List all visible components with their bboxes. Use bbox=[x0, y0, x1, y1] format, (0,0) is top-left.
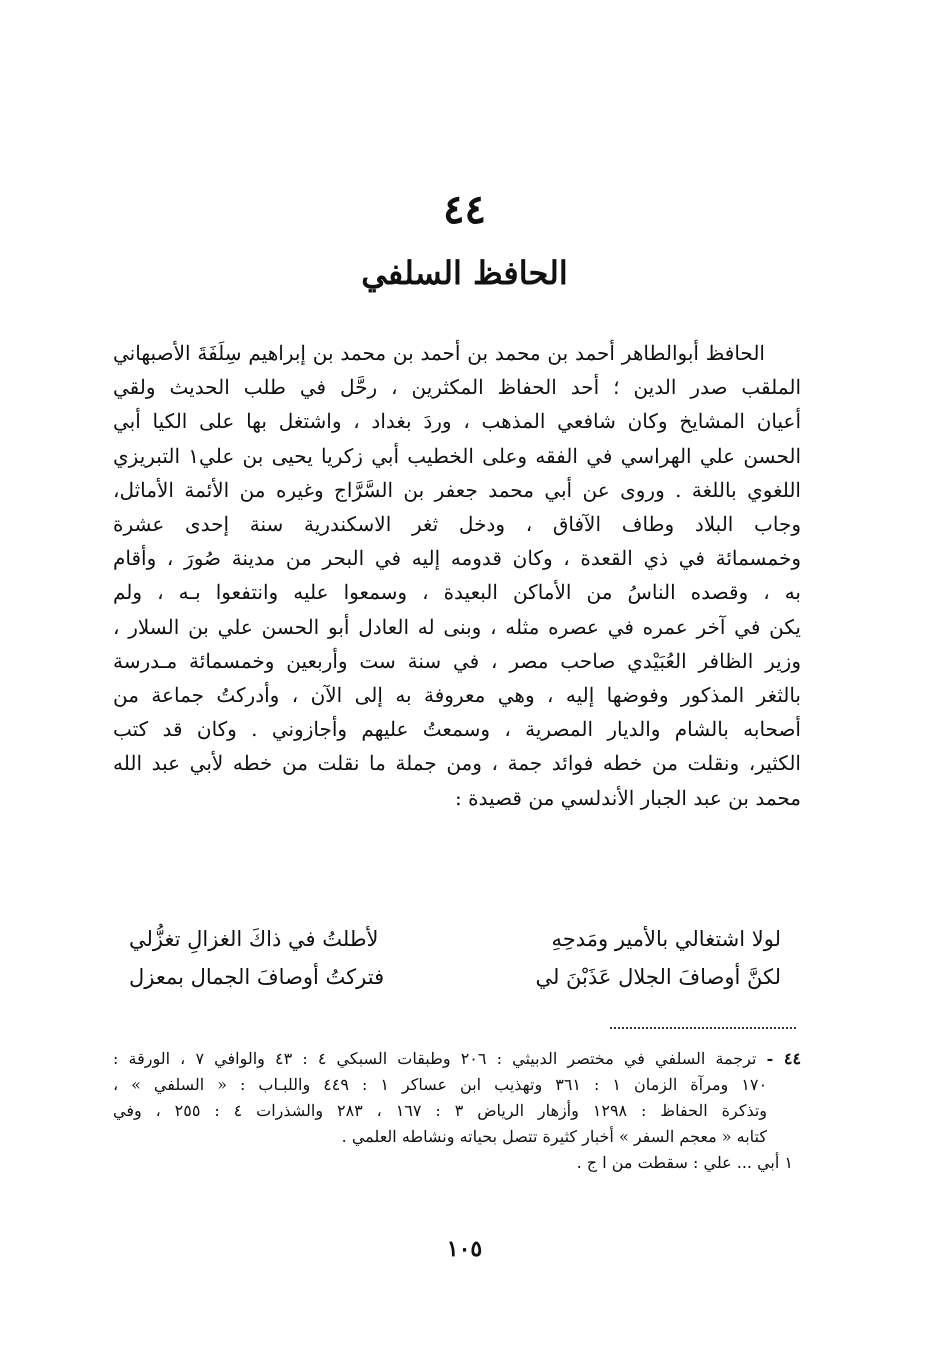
poem-second-hemistich: فتركتُ أوصافَ الجمال بمعزل bbox=[129, 965, 385, 989]
footnote-line bbox=[113, 1046, 801, 1072]
poem bbox=[113, 920, 801, 996]
paragraph-line: بالثغر المذكور وفوضها إليه ، وهي معروفة به إلى الآن ، وأدركتُ جماعة من bbox=[113, 683, 801, 708]
paragraph-line: الملقب صدر الدين ؛ أحد الحفاظ المكثرين ، رحَّل في طلب الحديث ولقي bbox=[113, 375, 801, 400]
page-number: ١٠٥ bbox=[446, 1236, 483, 1262]
paragraph-line: به ، وقصده الناسُ من الأماكن البعيدة ، وسمعوا عليه وانتفعوا بـه ، ولم bbox=[113, 580, 801, 605]
poem-second-hemistich: لأطلتُ في ذاكَ الغزالِ تغزُّلي bbox=[129, 927, 379, 951]
chapter-number: ٤٤ bbox=[443, 186, 486, 233]
poem-first-hemistich: لولا اشتغالي بالأمير ومَدحِهِ bbox=[551, 927, 781, 951]
paragraph-line: الحسن علي الهراسي في الفقه وعلى الخطيب أبي زكريا يحيى بن علي١ التبريزي bbox=[113, 443, 801, 468]
paragraph-line: يكن في آخر عمره في عصره مثله ، وبنى له العادل أبو الحسن علي بن السلار ، bbox=[113, 614, 801, 639]
footnote-divider bbox=[610, 1027, 796, 1029]
footnote-text: ترجمة السلفي في مختصر الدبيثي : ٢٠٦ وطبقات السبكي ٤ : ٤٣ والوافي ٧ ، الورقة : bbox=[113, 1049, 757, 1068]
footnote-line: ١ أبي ... علي : سقطت من ا ج . bbox=[576, 1153, 793, 1172]
paragraph-line: اللغوي باللغة . وروى عن أبي محمد جعفر بن السَّرَّاج وغيره من الأئمة الأماثل، bbox=[113, 477, 801, 502]
paragraph-line: الحافظ أبوالطاهر أحمد بن محمد بن أحمد بن محمد بن إبراهيم سِلَفَةَ الأصبهاني bbox=[113, 341, 765, 365]
chapter-title: الحافظ السلفي bbox=[361, 254, 568, 292]
paragraph-line: محمد بن عبد الجبار الأندلسي من قصيدة : bbox=[454, 785, 801, 810]
paragraph-line: الكثير، ونقلت من خطه فوائد جمة ، ومن جملة ما نقلت من خطه لأبي عبد الله bbox=[113, 751, 801, 776]
main-paragraph bbox=[113, 336, 801, 815]
footnotes bbox=[113, 1046, 801, 1176]
paragraph-line: أعيان المشايخ وكان شافعي المذهب ، وردَ بغداد ، واشتغل بها على الكيا أبي bbox=[113, 409, 801, 434]
poem-verse bbox=[113, 958, 801, 996]
footnote-line: كتابه « معجم السفر » أخبار كثيرة تتصل بحياته ونشاطه العلمي . bbox=[341, 1127, 767, 1146]
paragraph-line: وزير الظافر العُبَيْدي صاحب مصر ، في سنة ست وأربعين وخمسمائة مـدرسة bbox=[113, 648, 801, 673]
paragraph-line: أصحابه بالشام والديار المصرية ، وسمعتُ عليهم وأجازوني . وكان قد كتب bbox=[113, 717, 801, 742]
footnote-line: وتذكرة الحفاظ : ١٢٩٨ وأزهار الرياض ٣ : ١٦٧ ، ٢٨٣ والشذرات ٤ : ٢٥٥ ، وفي bbox=[113, 1101, 768, 1120]
poem-first-hemistich: لكنَّ أوصافَ الجلال عَذَبْنَ لي bbox=[535, 965, 781, 989]
footnote-line: ١٧٠ ومرآة الزمان ١ : ٣٦١ وتهذيب ابن عساكر ١ : ٤٤٩ واللبـاب : « السلفي » ، bbox=[113, 1075, 768, 1094]
paragraph-line: وجاب البلاد وطاف الآفاق ، ودخل ثغر الاسكندرية سنة إحدى عشرة bbox=[113, 512, 801, 537]
poem-verse bbox=[113, 920, 801, 958]
paragraph-line: وخمسمائة في ذي القعدة ، وكان قدومه إليه في البحر من مدينة صُورَ ، وأقام bbox=[113, 546, 801, 571]
footnote-number: ٤٤ - bbox=[766, 1049, 801, 1068]
